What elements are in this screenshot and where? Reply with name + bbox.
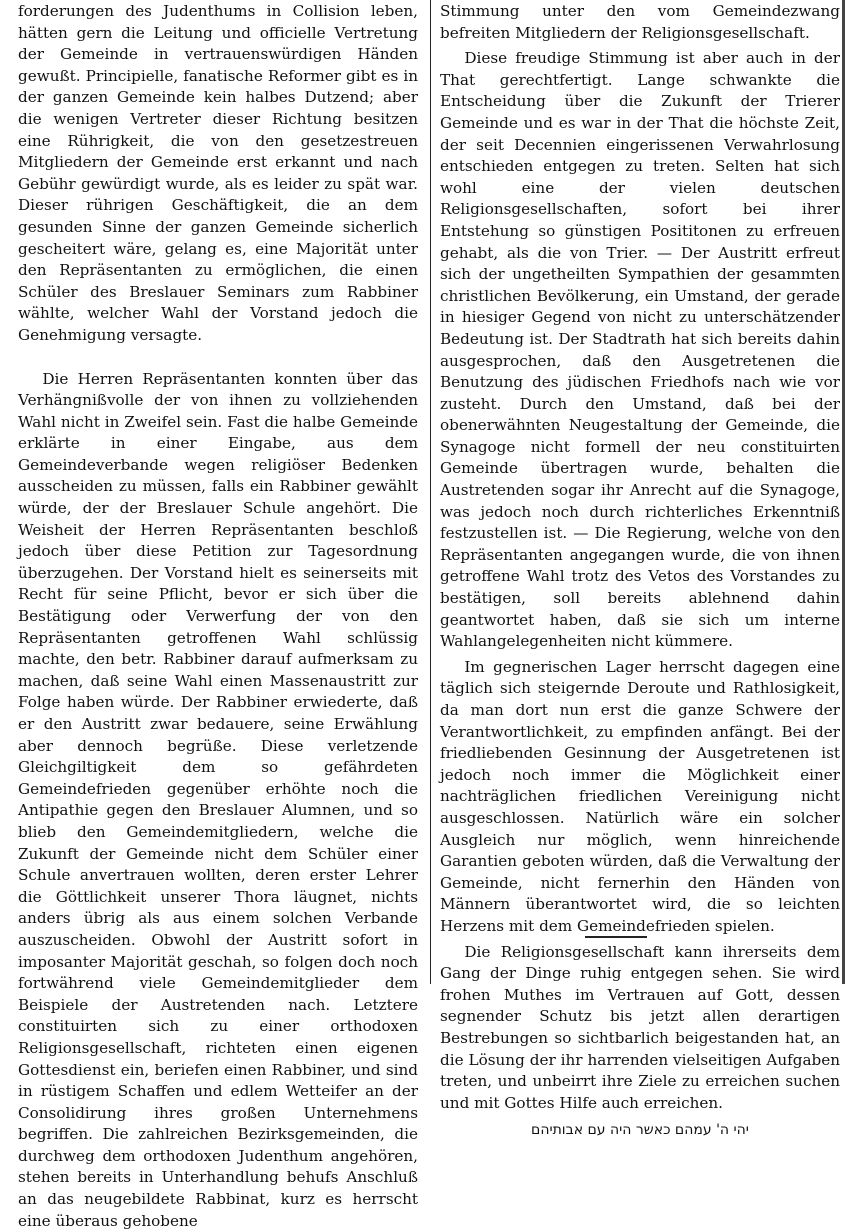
right-paragraph-3: Im gegnerischen Lager herrscht dagegen eine täglich sich steigernde Deroute und Rathlosigkeit, da man dort nun erst die ganze Schwere der Verantwortlichkeit, zu empfinden anfängt. Bei der friedliebenden Gesinnung der Ausgetretenen ist jedoch noch immer die Möglichkeit einer nachträglichen friedlichen Vereinigung nicht ausgeschlossen. Natürlich wäre ein solcher Ausgleich nur möglich, wenn hinreichende Garantien geboten würden, daß die Verwaltung der Gemeinde, nicht fernerhin den Händen von Männern überantwortet wird, die so leichten Herzens mit dem Gemeindefrieden spielen. <box>440 657 840 938</box>
hebrew-blessing-line: יהי ה' עמהם כאשר היה עם אבותיהם <box>440 1120 840 1142</box>
column-divider <box>430 0 431 984</box>
left-paragraph-2: Die Herren Repräsentanten konnten über das Verhängnißvolle der von ihnen zu vollziehenden Wahl nicht in Zweifel sein. Fast die halbe Gemeinde erklärte in einer Eingabe, aus dem Gemeindeverbande wegen religiöser Bedenken ausscheiden zu müssen, falls ein Rabbiner gewählt würde, der der Breslauer Schule angehört. Die Weisheit der Herren Repräsentanten beschloß jedoch über diese Petition zur Tagesordnung überzugehen. Der Vorstand hielt es seinerseits mit Recht für seine Pflicht, bevor er sich über die Bestätigung oder Verwerfung der von den Repräsentanten getroffenen Wahl schlüssig machte, den betr. Rabbiner darauf aufmerksam zu machen, daß seine Wahl einen Massenaustritt zur Folge haben würde. Der Rabbiner erwiederte, daß er den Austritt zwar bedauere, seine Erwählung aber dennoch begrüße. Diese verletzende Gleichgiltigkeit dem so gefährdeten Gemeindefrieden gegenüber erhöhte noch die Antipathie gegen den Breslauer Alumnen, und so blieb den Gemeindemitgliedern, welche die Zukunft der Gemeinde nicht dem Schüler einer Schule anvertrauen wollten, deren erster Lehrer die Göttlichkeit unserer Thora läugnet, nichts anders übrig als aus einem solchen Verbande auszuscheiden. Obwohl der Austritt sofort in imposanter Majorität geschah, so folgen doch noch fortwährend viele Gemeindemitglieder dem Beispiele der Austretenden nach. Letztere constituirten sich zu einer orthodoxen Religionsgesellschaft, richteten einen eigenen Gottesdienst ein, beriefen einen Rabbiner, und sind in rüstigem Schaffen und edlem Wetteifer an der Consolidirung ihres großen Unternehmens begriffen. Die zahlreichen Bezirksgemeinden, die durchweg dem orthodoxen Judenthum angehören, stehen bereits in Unterhandlung behufs Anschluß an das neugebildete Rabbinat, kurz es herrscht eine überaus gehobene <box>18 369 418 1232</box>
end-of-article-rule <box>585 936 647 938</box>
right-paragraph-1: Stimmung unter den vom Gemeindezwang befreiten Mitgliedern der Religionsgesellschaft. <box>440 1 840 44</box>
right-paragraph-2: Diese freudige Stimmung ist aber auch in der That gerechtfertigt. Lange schwankte die Entscheidung über die Zukunft der Trierer Gemeinde und es war in der That die höchste Zeit, der seit Decennien eingerissenen Verwahrlosung entschieden entgegen zu treten. Selten hat sich wohl eine der vielen deutschen Religionsgesellschaften, sofort bei ihrer Entstehung so günstigen Posititonen zu erfreuen gehabt, als die von Trier. — Der Austritt erfreut sich der ungetheilten Sympathien der gesammten christlichen Bevölkerung, ein Umstand, der gerade in hiesiger Gegend von nicht zu unterschätzender Bedeutung ist. Der Stadtrath hat sich bereits dahin ausgesprochen, daß den Ausgetretenen die Benutzung des jüdischen Friedhofs nach wie vor zusteht. Durch den Umstand, daß bei der obenerwähnten Neugestaltung der Gemeinde, die Synagoge nicht formell der neu constituirten Gemeinde übertragen wurde, behalten die Austretenden sogar ihr Anrecht auf die Synagoge, was jedoch noch durch richterliches Erkenntniß festzustellen ist. — Die Regierung, welche von den Repräsentanten angegangen wurde, die von ihnen getroffene Wahl trotz des Vetos des Vorstandes zu bestätigen, soll bereits ablehnend dahin geantwortet haben, daß sie sich um interne Wahlangelegenheiten nicht kümmere. <box>440 48 840 653</box>
right-paragraph-4: Die Religionsgesellschaft kann ihrerseits dem Gang der Dinge ruhig entgegen sehen. Sie wird frohen Muthes im Vertrauen auf Gott, dessen segnender Schutz bis jetzt allen derartigen Bestrebungen so sichtbarlich beigestanden hat, an die Lösung der ihr harrenden vielseitigen Aufgaben treten, und unbeirrt ihre Ziele zu erreichen suchen und mit Gottes Hilfe auch erreichen. <box>440 942 840 1115</box>
left-paragraph-1: forderungen des Judenthums in Collision leben, hätten gern die Leitung und officielle Vertretung der Gemeinde in vertrauenswürdigen Händen gewußt. Principielle, fanatische Reformer gibt es in der ganzen Gemeinde kein halbes Dutzend; aber die wenigen Vertreter dieser Richtung besitzen eine Rührigkeit, die von den gesetzestreuen Mitgliedern der Gemeinde erst erkannt und nach Gebühr gewürdigt wurde, als es leider zu spät war. Dieser rührigen Geschäftigkeit, die an dem gesunden Sinne der ganzen Gemeinde sicherlich gescheitert wäre, gelang es, eine Majorität unter den Repräsentanten zu ermöglichen, die einen Schüler des Breslauer Seminars zum Rabbiner wählte, welcher Wahl der Vorstand jedoch die Genehmigung versagte. <box>18 1 418 347</box>
page-edge-border <box>842 0 845 984</box>
right-column <box>440 1 840 1142</box>
left-column <box>18 1 418 1232</box>
